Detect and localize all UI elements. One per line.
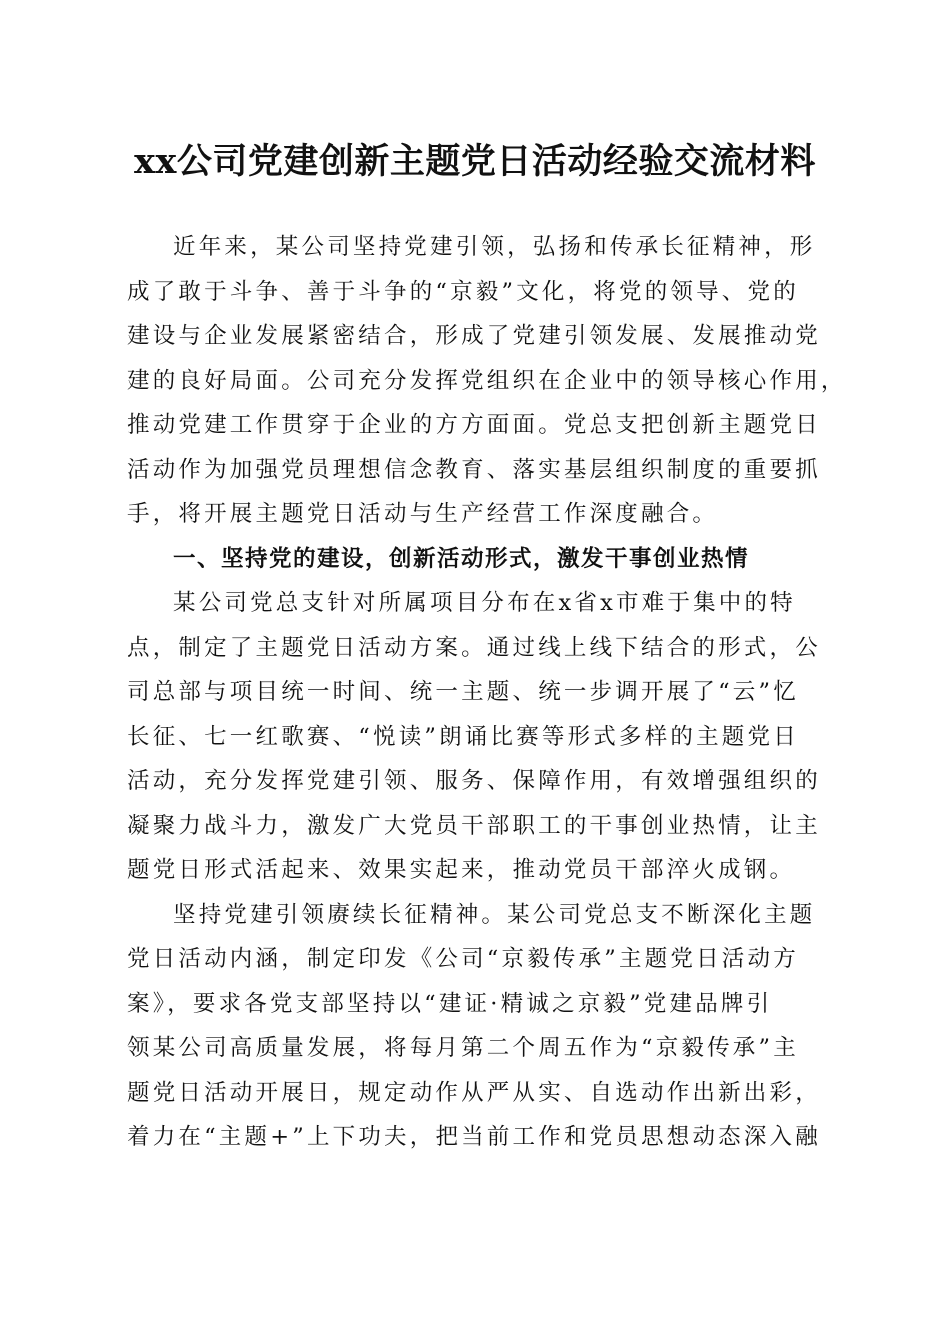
paragraph-line: 活动作为加强党员理想信念教育、落实基层组织制度的重要抓 [127,456,821,483]
paragraph-line: 活动，充分发挥党建引领、服务、保障作用，有效增强组织的 [127,768,821,794]
document-body [127,225,847,1160]
paragraph-line: 凝聚力战斗力，激发广大党员干部职工的干事创业热情，让主 [127,812,821,839]
paragraph-line: 成了敢于斗争、善于斗争的“京毅”文化，将党的领导、党的 [127,278,799,305]
paragraph-line: 某公司党总支针对所属项目分布在x省x市难于集中的特 [173,590,796,616]
paragraph-line: 题党日活动开展日，规定动作从严从实、自选动作出新出彩， [127,1079,821,1106]
paragraph-line: 近年来，某公司坚持党建引领，弘扬和传承长征精神，形 [173,234,816,260]
paragraph-line: 长征、七一红歌赛、“悦读”朗诵比赛等形式多样的主题党日 [127,723,799,750]
paragraph-line: 坚持党建引领赓续长征精神。某公司党总支不断深化主题 [173,901,816,928]
paragraph-line: 建设与企业发展紧密结合，形成了党建引领发展、发展推动党 [127,323,821,349]
paragraph-line: 点，制定了主题党日活动方案。通过线上线下结合的形式，公 [127,634,821,661]
paragraph-line: 领某公司高质量发展，将每月第二个周五作为“京毅传承”主 [127,1035,799,1061]
paragraph-line: 推动党建工作贯穿于企业的方方面面。党总支把创新主题党日 [127,412,821,438]
paragraph-line: 着力在“主题+”上下功夫，把当前工作和党员思想动态深入融 [127,1124,821,1150]
paragraph-line: 党日活动内涵，制定印发《公司“京毅传承”主题党日活动方 [127,946,799,972]
section-heading: 一、坚持党的建设，创新活动形式，激发干事创业热情 [173,545,750,572]
paragraph-line: 案》，要求各党支部坚持以“建证·精诚之京毅”党建品牌引 [127,990,773,1017]
paragraph-line: 司总部与项目统一时间、统一主题、统一步调开展了“云”忆 [127,679,799,705]
paragraph-line: 题党日形式活起来、效果实起来，推动党员干部淬火成钢。 [127,857,796,883]
paragraph-line: 手，将开展主题党日活动与生产经营工作深度融合。 [127,501,719,527]
paragraph-line: 建的良好局面。公司充分发挥党组织在企业中的领导核心作用， [127,367,847,394]
document-title: xx公司党建创新主题党日活动经验交流材料 [134,141,816,182]
